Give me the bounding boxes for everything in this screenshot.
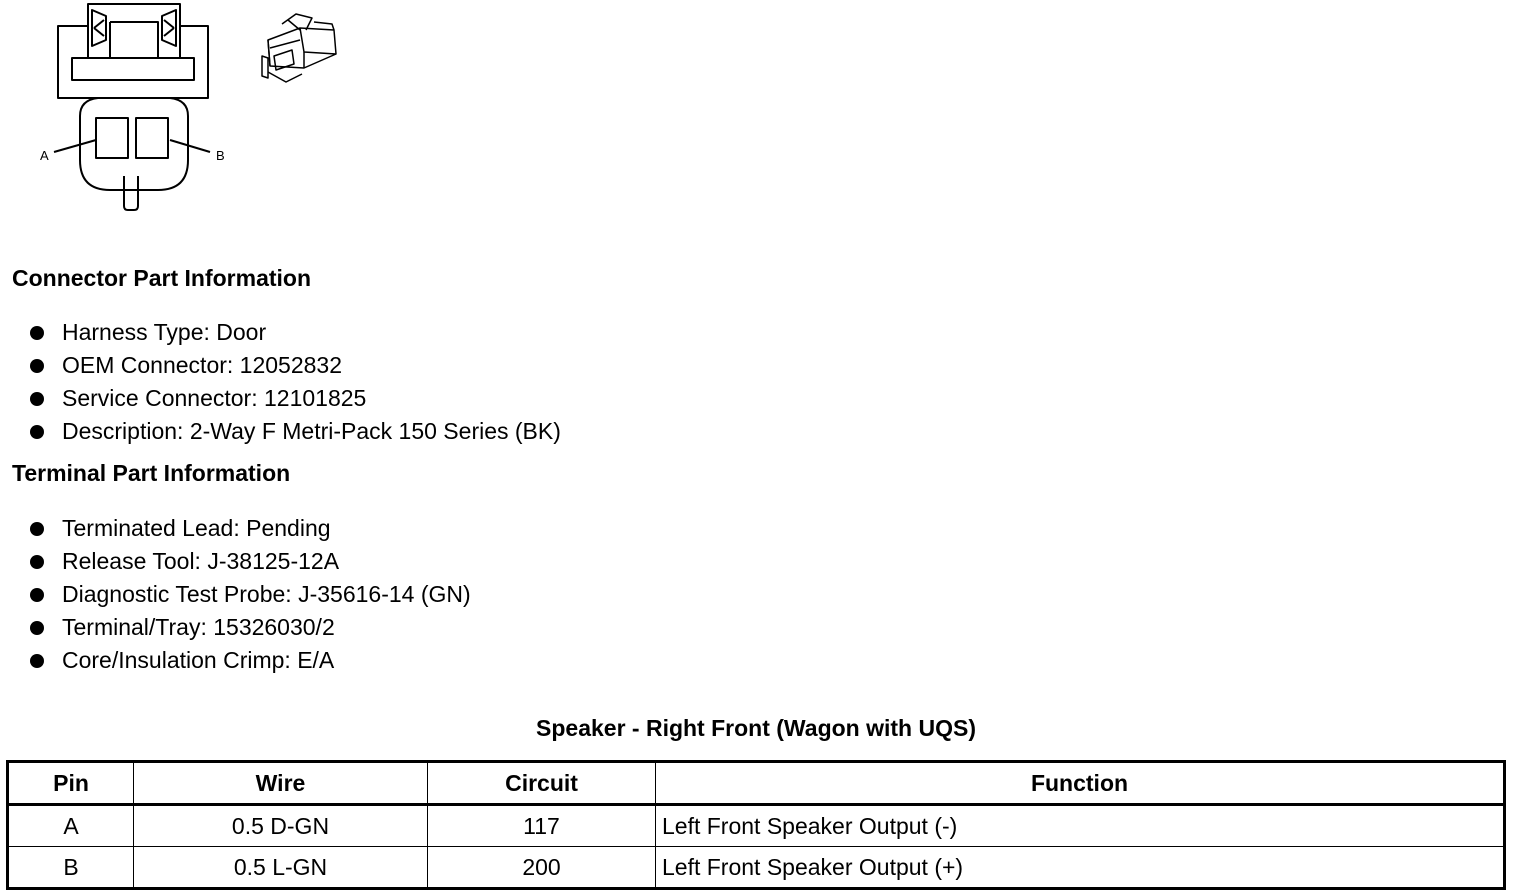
list-item xyxy=(28,611,471,644)
list-item xyxy=(28,316,561,349)
bullet-icon xyxy=(30,555,44,569)
list-item-text: Diagnostic Test Probe: J-35616-14 (GN) xyxy=(62,581,471,607)
connector-isometric-icon xyxy=(262,14,336,82)
bullet-icon xyxy=(30,522,44,536)
cell-wire: 0.5 L-GN xyxy=(134,847,428,889)
cell-function: Left Front Speaker Output (+) xyxy=(656,847,1505,889)
list-item-text: Harness Type: Door xyxy=(62,319,267,345)
cell-wire: 0.5 D-GN xyxy=(134,805,428,847)
table-row xyxy=(8,805,1505,847)
bullet-icon xyxy=(30,392,44,406)
pin-label-b: B xyxy=(216,148,225,163)
list-item xyxy=(28,415,561,448)
list-item-text: Core/Insulation Crimp: E/A xyxy=(62,647,335,673)
table-header-row xyxy=(8,762,1505,805)
pinout-table xyxy=(6,760,1506,890)
list-item xyxy=(28,644,471,677)
list-item xyxy=(28,578,471,611)
bullet-icon xyxy=(30,621,44,635)
pin-label-a: A xyxy=(40,148,49,163)
table-row xyxy=(8,847,1505,889)
list-item xyxy=(28,349,561,382)
bullet-icon xyxy=(30,359,44,373)
cell-circuit: 200 xyxy=(428,847,656,889)
bullet-icon xyxy=(30,654,44,668)
list-item-text: Terminal/Tray: 15326030/2 xyxy=(62,614,335,640)
list-item-text: Service Connector: 12101825 xyxy=(62,385,367,411)
connector-info-list xyxy=(28,316,561,448)
list-item xyxy=(28,512,471,545)
list-item xyxy=(28,545,471,578)
list-item-text: Description: 2-Way F Metri-Pack 150 Series (BK) xyxy=(62,418,561,444)
column-header-wire: Wire xyxy=(134,762,428,805)
list-item-text: OEM Connector: 12052832 xyxy=(62,352,343,378)
bullet-icon xyxy=(30,588,44,602)
list-item-text: Release Tool: J-38125-12A xyxy=(62,548,340,574)
cell-circuit: 117 xyxy=(428,805,656,847)
cell-function: Left Front Speaker Output (-) xyxy=(656,805,1505,847)
terminal-info-heading: Terminal Part Information xyxy=(12,460,291,486)
bullet-icon xyxy=(30,425,44,439)
cell-pin: A xyxy=(8,805,134,847)
list-item xyxy=(28,382,561,415)
column-header-function: Function xyxy=(656,762,1505,805)
column-header-pin: Pin xyxy=(8,762,134,805)
bullet-icon xyxy=(30,326,44,340)
list-item-text: Terminated Lead: Pending xyxy=(62,515,331,541)
connector-diagram xyxy=(0,0,360,220)
connector-info-heading: Connector Part Information xyxy=(12,265,312,291)
terminal-info-list xyxy=(28,512,471,677)
table-title: Speaker - Right Front (Wagon with UQS) xyxy=(536,715,976,741)
column-header-circuit: Circuit xyxy=(428,762,656,805)
cell-pin: B xyxy=(8,847,134,889)
